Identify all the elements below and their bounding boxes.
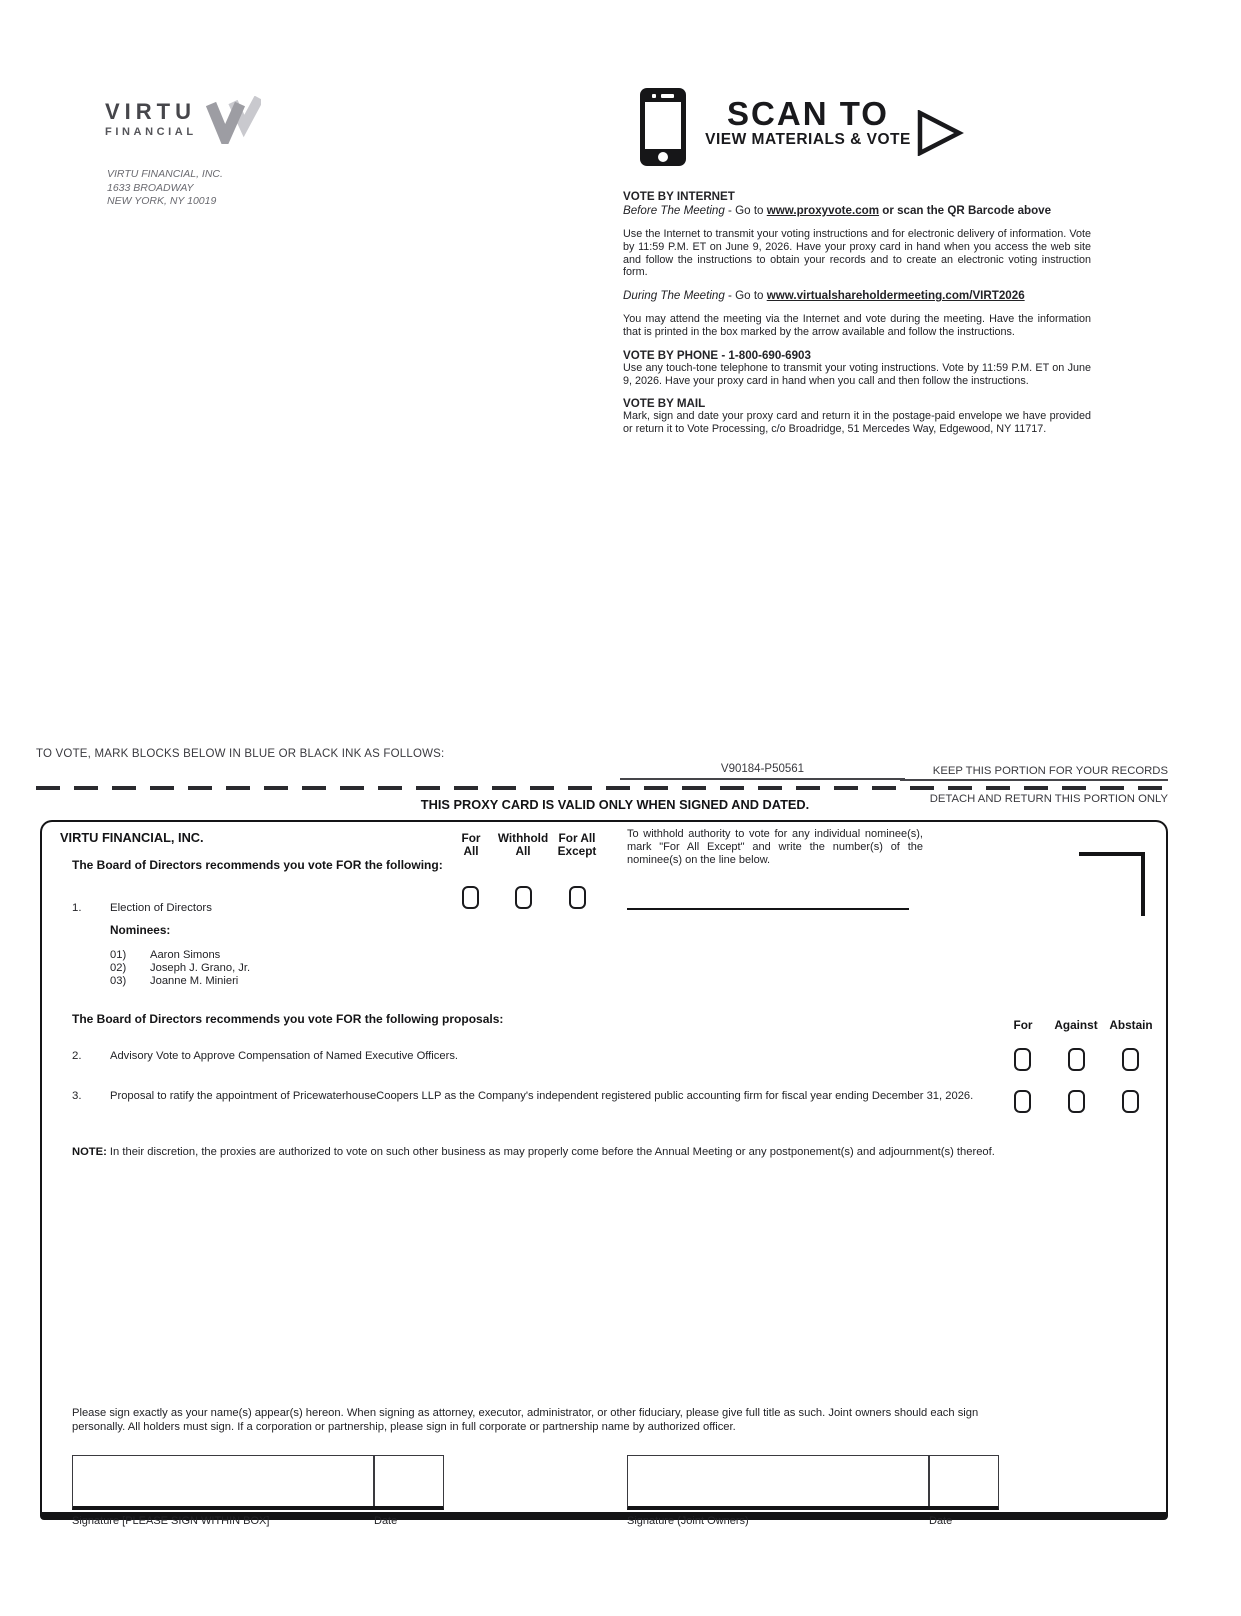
proposal3-abstain-checkbox[interactable]	[1122, 1090, 1139, 1113]
election-withhold-all-checkbox[interactable]	[515, 886, 532, 909]
smartphone-icon	[640, 88, 686, 166]
nominee-name: Joseph J. Grano, Jr.	[150, 962, 251, 974]
during-meeting-label: During The Meeting	[623, 289, 725, 303]
signature-instructions: Please sign exactly as your name(s) appear(s) hereon. When signing as attorney, executor, administrator, or other fiduciary, please give full title as such. Joint owners should each sign personally. All holders must sign. If a corporation or partnership, please sign in full corporate or partnership name by authorized officer.	[72, 1407, 979, 1433]
scan-subtitle: VIEW MATERIALS & VOTE	[705, 131, 911, 148]
signature-box[interactable]	[72, 1455, 444, 1510]
voting-instructions	[623, 190, 1091, 436]
board-recommendation-2: The Board of Directors recommends you vote FOR the following proposals:	[72, 1012, 504, 1026]
before-meeting-text: - Go to	[724, 204, 767, 217]
qr-note: or scan the QR Barcode above	[879, 204, 1052, 217]
keep-portion-note: KEEP THIS PORTION FOR YOUR RECORDS	[900, 765, 1168, 781]
column-header-for-all-except	[547, 832, 607, 858]
joint-signature-box-label: Signature (Joint Owners)	[627, 1515, 749, 1527]
during-meeting-instructions: You may attend the meeting via the Internet and vote during the meeting. Have the information that is printed in the box marked by the arrow available and follow the instructions.	[623, 313, 1091, 338]
valid-when-signed-note: THIS PROXY CARD IS VALID ONLY WHEN SIGNED AND DATED.	[420, 797, 810, 812]
before-meeting-line	[623, 204, 1091, 218]
proposal-2-text: Advisory Vote to Approve Compensation of Named Executive Officers.	[110, 1050, 459, 1062]
board-recommendation-1: The Board of Directors recommends you vote FOR the following:	[72, 858, 443, 872]
control-number: V90184-P50561	[620, 763, 905, 780]
column-header-line: All	[515, 844, 531, 858]
proxy-voting-card	[40, 820, 1168, 1527]
column-header-for-all	[441, 832, 501, 858]
corner-registration-mark	[1079, 852, 1145, 916]
company-logo	[105, 100, 261, 149]
signature-date-divider	[373, 1456, 375, 1506]
virtualshareholdermeeting-link[interactable]: www.virtualshareholdermeeting.com/VIRT2026	[766, 289, 1025, 303]
column-header-line: For All	[558, 831, 596, 845]
nominee-name: Joanne M. Minieri	[150, 975, 239, 987]
proposal-2-number: 2.	[72, 1050, 82, 1062]
column-header-against: Against	[1054, 1018, 1098, 1032]
logo-name: VIRTU	[105, 99, 196, 124]
internet-instructions: Use the Internet to transmit your voting instructions and for electronic delivery of information. Vote by 11:59 P.M. ET on June 9, 2026. Have your proxy card in hand when you access the web site and follow the instructions to obtain your records and to create an electronic voting instruction form.	[623, 228, 1091, 279]
scan-title: SCAN TO	[727, 95, 889, 132]
mail-instructions: Mark, sign and date your proxy card and return it in the postage-paid envelope we have provided or return it to Vote Processing, c/o Broadridge, 51 Mercedes Way, Edgewood, NY 11717.	[623, 410, 1091, 436]
column-header-line: All	[463, 844, 479, 858]
detach-return-note: DETACH AND RETURN THIS PORTION ONLY	[929, 793, 1168, 805]
note-label: NOTE:	[72, 1146, 107, 1158]
withhold-authority-note: To withhold authority to vote for any individual nominee(s), mark "For All Except" and write the number(s) of the nominee(s) on the line below.	[627, 828, 923, 866]
proposal2-for-checkbox[interactable]	[1014, 1048, 1031, 1071]
joint-signature-date-label: Date	[929, 1515, 953, 1527]
nominee-number: 02)	[110, 962, 127, 974]
virtu-checkmark-icon	[203, 96, 261, 149]
sender-address	[107, 168, 223, 209]
proposal3-against-checkbox[interactable]	[1068, 1090, 1085, 1113]
card-company-name: VIRTU FINANCIAL, INC.	[60, 830, 204, 845]
during-meeting-text: - Go to	[724, 289, 767, 303]
nominee-name: Aaron Simons	[150, 949, 221, 961]
scan-banner	[698, 97, 918, 148]
detach-perforation-line	[36, 786, 1168, 790]
arrow-right-icon	[916, 110, 964, 161]
during-meeting-line	[623, 289, 1091, 303]
item-1-label: Election of Directors	[110, 902, 212, 914]
column-header-for: For	[1013, 1018, 1033, 1032]
signature-date-divider	[928, 1456, 930, 1506]
column-header-withhold-all	[493, 832, 553, 858]
discretion-note	[72, 1146, 1000, 1160]
column-header-line: Except	[557, 844, 597, 858]
proposal-3-number: 3.	[72, 1090, 82, 1102]
nominee-row	[110, 975, 238, 987]
nominees-label: Nominees:	[110, 923, 171, 937]
nominee-row	[110, 949, 220, 961]
logo-subtitle: FINANCIAL	[105, 126, 197, 138]
signature-date-label: Date	[374, 1515, 398, 1527]
column-header-line: For	[461, 831, 481, 845]
note-text: In their discretion, the proxies are authorized to vote on such other business as may properly come before the Annual Meeting or any postponement(s) and adjournment(s) thereof.	[109, 1146, 995, 1158]
election-for-all-checkbox[interactable]	[462, 886, 479, 909]
column-header-abstain: Abstain	[1109, 1018, 1153, 1032]
phone-instructions: Use any touch-tone telephone to transmit your voting instructions. Vote by 11:59 P.M. ET on June 9, 2026. Have your proxy card in hand when you call and then follow the instructions.	[623, 361, 1091, 387]
nominee-row	[110, 962, 250, 974]
proposal2-abstain-checkbox[interactable]	[1122, 1048, 1139, 1071]
sender-address-line: VIRTU FINANCIAL, INC.	[107, 168, 223, 180]
sender-address-line: NEW YORK, NY 10019	[107, 195, 217, 207]
vote-by-mail-heading: VOTE BY MAIL	[623, 397, 706, 411]
signature-box-label: Signature [PLEASE SIGN WITHIN BOX]	[72, 1515, 270, 1527]
proxyvote-link[interactable]: www.proxyvote.com	[766, 204, 880, 217]
column-header-line: Withhold	[497, 831, 549, 845]
item-1-number: 1.	[72, 902, 82, 914]
nominee-number: 01)	[110, 949, 127, 961]
mark-blocks-instruction: TO VOTE, MARK BLOCKS BELOW IN BLUE OR BLACK INK AS FOLLOWS:	[36, 748, 445, 760]
before-meeting-label: Before The Meeting	[623, 204, 725, 217]
proposal-3-text: Proposal to ratify the appointment of PricewaterhouseCoopers LLP as the Company's independent registered public accounting firm for fiscal year ending December 31, 2026.	[110, 1090, 974, 1102]
proposal3-for-checkbox[interactable]	[1014, 1090, 1031, 1113]
joint-signature-box[interactable]	[627, 1455, 999, 1510]
sender-address-line: 1633 BROADWAY	[107, 181, 194, 194]
vote-by-internet-heading: VOTE BY INTERNET	[623, 190, 735, 203]
election-for-all-except-checkbox[interactable]	[569, 886, 586, 909]
proposal2-against-checkbox[interactable]	[1068, 1048, 1085, 1071]
vote-by-phone-heading: VOTE BY PHONE - 1-800-690-6903	[623, 348, 811, 362]
nominee-number: 03)	[110, 975, 127, 987]
for-all-except-writein-line[interactable]	[627, 908, 909, 910]
